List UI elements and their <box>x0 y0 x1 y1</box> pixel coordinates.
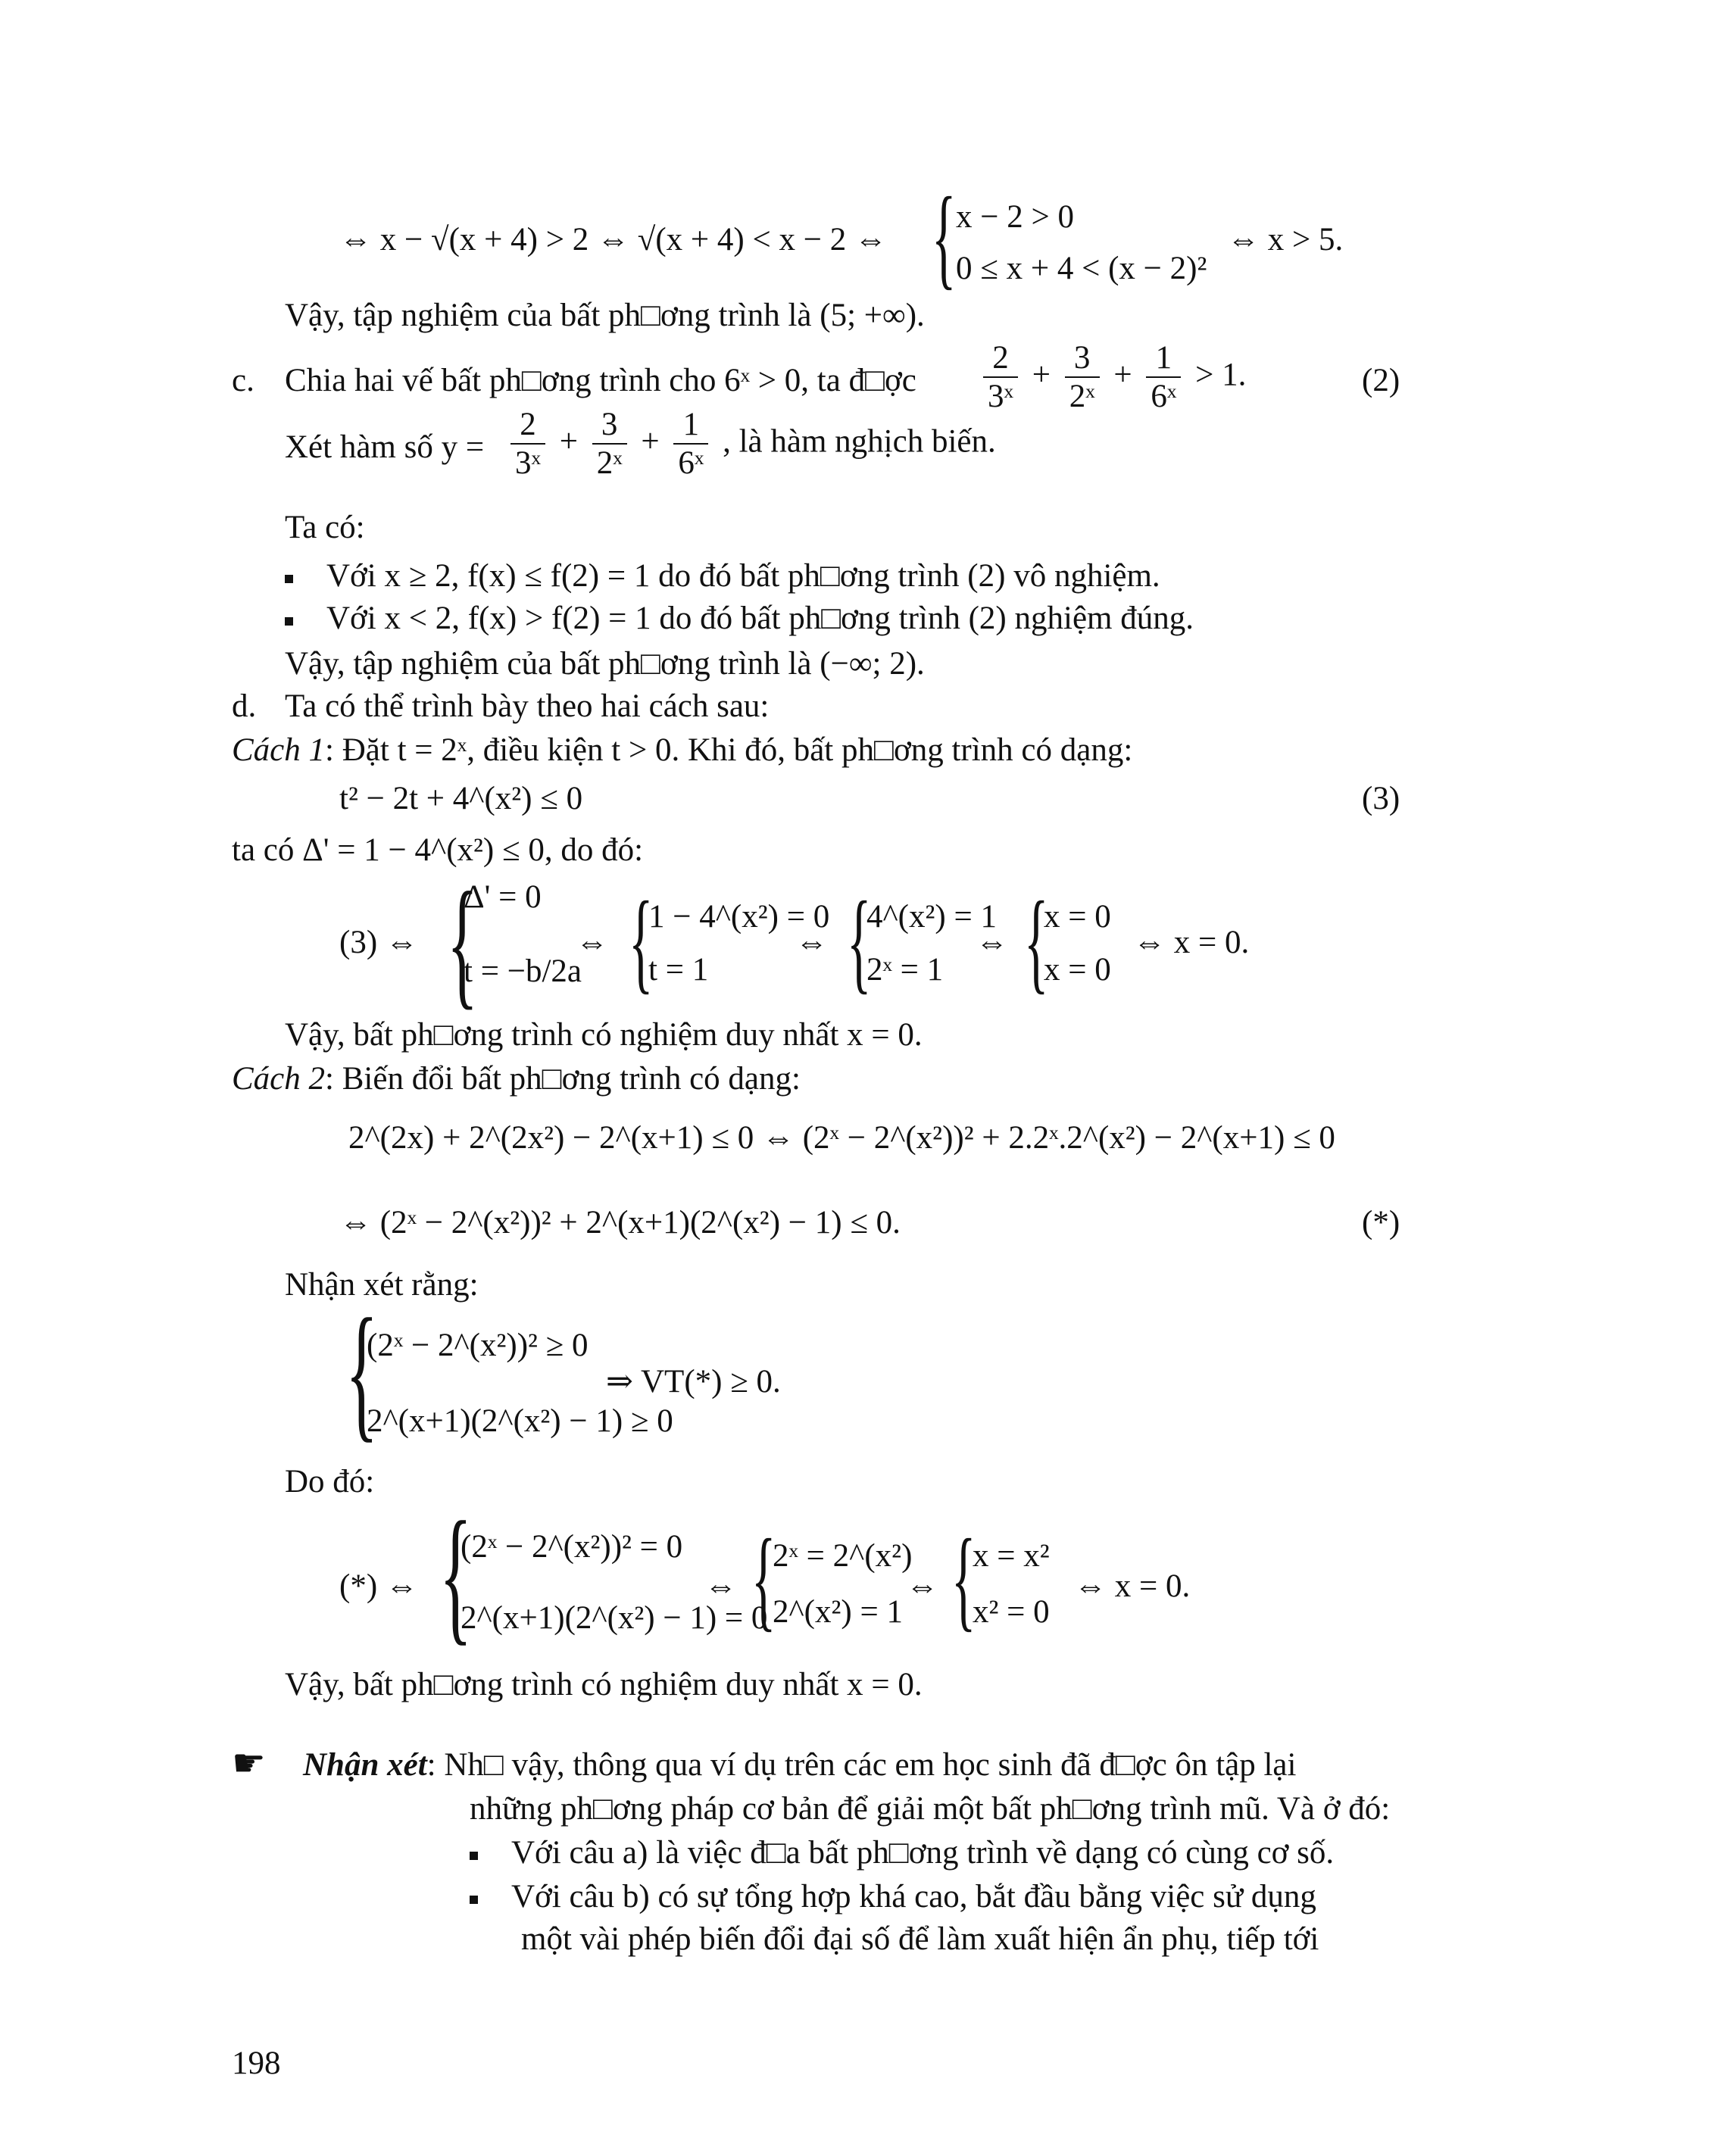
system-line: x = 0 <box>1044 899 1111 935</box>
bullet-icon <box>285 575 293 583</box>
d-label: d. <box>232 688 257 724</box>
system-line: x = x² <box>973 1538 1050 1574</box>
brace: { <box>932 174 957 300</box>
c-bullet-1: Với x ≥ 2, f(x) ≤ f(2) = 1 do đó bất ph□ơng trình (2) vô nghiệm. <box>285 557 1160 594</box>
fraction: $\frac{1}{\text{6ˣ}}$ <box>673 406 708 482</box>
bullet-icon <box>285 617 293 626</box>
method1-number: (3) <box>1362 781 1400 816</box>
b-conclusion: Vậy, tập nghiệm của bất ph□ơng trình là (5; +∞). <box>285 298 925 333</box>
note-result: ⇒ VT(*) ≥ 0. <box>606 1364 781 1400</box>
b-result: ⇔ x > 5. <box>1227 222 1344 257</box>
system-line: 4^(x²) = 1 <box>866 899 997 935</box>
method2-conclusion: Vậy, bất ph□ơng trình có nghiệm duy nhất x = 0. <box>285 1667 923 1702</box>
method1-system-prefix: (3) ⇔ <box>339 925 418 960</box>
remark-bullet-2-cont: một vài phép biến đổi đại số để làm xuất hiện ẩn phụ, tiếp tới <box>521 1921 1319 1957</box>
system-line: 2ˣ = 2^(x²) <box>773 1538 913 1574</box>
remark-line2: những ph□ơng pháp cơ bản để giải một bất ph□ơng trình mũ. Và ở đó: <box>470 1791 1391 1827</box>
method1-inequality: t² − 2t + 4^(x²) ≤ 0 <box>339 781 583 816</box>
page-number: 198 <box>232 2046 281 2081</box>
remark-line1: Nhận xét: Nh□ vậy, thông qua ví dụ trên các em học sinh đã đ□ợc ôn tập lại <box>303 1747 1297 1783</box>
c-bullet-2: Với x < 2, f(x) > f(2) = 1 do đó bất ph□ơng trình (2) nghiệm đúng. <box>285 600 1194 637</box>
method2-system-prefix: (*) ⇔ <box>339 1568 418 1604</box>
method2-note: Nhận xét rằng: <box>285 1267 479 1303</box>
system-line: (2ˣ − 2^(x²))² = 0 <box>461 1529 683 1565</box>
fraction: $\frac{2}{\text{3ˣ}}$ <box>510 406 545 482</box>
system-line: 2^(x²) = 1 <box>773 1594 903 1630</box>
c-fraction-sum: $\frac{2}{\text{3ˣ}}$ + $\frac{3}{\text{2ˣ}}$ + $\frac{1}{\text{6ˣ}}$ > 1. <box>977 339 1246 416</box>
brace: { <box>447 863 479 1022</box>
method2-result: ⇔ x = 0. <box>1074 1568 1191 1604</box>
fraction: $\frac{1}{\text{6ˣ}}$ <box>1146 339 1181 416</box>
b-system-line2: 0 ≤ x + 4 < (x − 2)² <box>956 251 1207 286</box>
method2-eq2: ⇔ (2ˣ − 2^(x²))² + 2^(x+1)(2^(x²) − 1) ≤ 0. <box>339 1205 901 1240</box>
equiv: ⇔ <box>795 925 828 960</box>
system-line: 2^(x+1)(2^(x²) − 1) = 0 <box>461 1600 768 1636</box>
method2-eq1: 2^(2x) + 2^(2x²) − 2^(x+1) ≤ 0 ⇔ (2ˣ − 2^(x²))² + 2.2ˣ.2^(x²) − 2^(x+1) ≤ 0 <box>348 1120 1335 1156</box>
system-line: 2ˣ = 1 <box>866 952 944 988</box>
method1-heading: Cách 1: Đặt t = 2ˣ, điều kiện t > 0. Khi đó, bất ph□ơng trình có dạng: <box>232 732 1133 768</box>
equiv: ⇔ <box>976 925 1008 960</box>
brace: { <box>345 1288 379 1456</box>
c-text: Chia hai vế bất ph□ơng trình cho 6ˣ > 0, ta đ□ợc <box>285 363 916 398</box>
brace: { <box>629 878 654 1004</box>
b-system-line1: x − 2 > 0 <box>956 199 1075 235</box>
equiv: ⇔ <box>576 925 608 960</box>
bullet-icon <box>470 1896 478 1904</box>
system-line: x² = 0 <box>973 1594 1050 1630</box>
method1-delta: ta có Δ' = 1 − 4^(x²) ≤ 0, do đó: <box>232 832 644 868</box>
note-line2: 2^(x+1)(2^(x²) − 1) ≥ 0 <box>367 1403 673 1439</box>
c-conclusion: Vậy, tập nghiệm của bất ph□ơng trình là (−∞; 2). <box>285 646 925 682</box>
fraction: $\frac{3}{\text{2ˣ}}$ <box>592 406 627 482</box>
brace: { <box>751 1516 776 1642</box>
c-function-fractions: $\frac{2}{\text{3ˣ}}$ + $\frac{3}{\text{2ˣ}}$ + $\frac{1}{\text{6ˣ}}$ , là hàm nghịch biến. <box>504 406 996 482</box>
method2-dodo: Do đó: <box>285 1464 375 1499</box>
brace: { <box>1024 878 1049 1004</box>
c-equation-number: (2) <box>1362 363 1400 398</box>
system-line: x = 0 <box>1044 952 1111 988</box>
fraction: $\frac{3}{\text{2ˣ}}$ <box>1065 339 1100 416</box>
brace: { <box>951 1516 976 1642</box>
remark-bullet-2: Với câu b) có sự tổng hợp khá cao, bắt đầu bằng việc sử dụng <box>470 1878 1316 1915</box>
system-line: Δ' = 0 <box>464 879 542 915</box>
fraction: $\frac{2}{\text{3ˣ}}$ <box>983 339 1018 416</box>
brace: { <box>847 878 872 1004</box>
method1-conclusion: Vậy, bất ph□ơng trình có nghiệm duy nhất x = 0. <box>285 1017 923 1053</box>
equiv: ⇔ <box>704 1568 737 1604</box>
equiv: ⇔ <box>906 1568 938 1604</box>
b-equivalence: ⇔ x − √(x + 4) > 2 ⇔ √(x + 4) < x − 2 ⇔ <box>339 222 887 257</box>
c-taco: Ta có: <box>285 510 365 545</box>
brace: { <box>439 1491 473 1659</box>
system-line: t = 1 <box>648 952 709 988</box>
bullet-icon <box>470 1852 478 1860</box>
system-line: 1 − 4^(x²) = 0 <box>648 899 830 935</box>
c-label: c. <box>232 363 254 398</box>
system-line: t = −b/2a <box>464 953 582 989</box>
method2-star: (*) <box>1362 1205 1400 1240</box>
pointing-hand-icon: ☛ <box>232 1742 266 1784</box>
d-text: Ta có thể trình bày theo hai cách sau: <box>285 688 770 724</box>
remark-bullet-1: Với câu a) là việc đ□a bất ph□ơng trình về dạng có cùng cơ số. <box>470 1834 1334 1871</box>
note-line1: (2ˣ − 2^(x²))² ≥ 0 <box>367 1328 589 1363</box>
method1-result: ⇔ x = 0. <box>1133 925 1250 960</box>
c-function-label: Xét hàm số y = <box>285 429 485 465</box>
method2-heading: Cách 2: Biến đổi bất ph□ơng trình có dạng: <box>232 1061 801 1097</box>
